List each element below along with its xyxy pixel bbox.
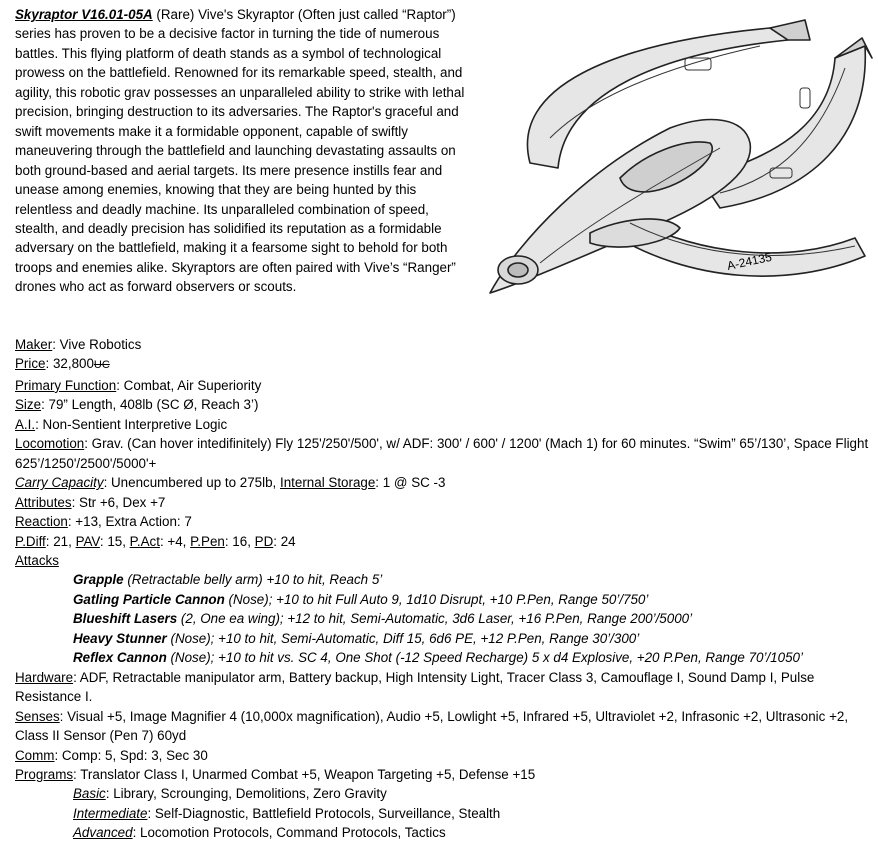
locomotion-row: Locomotion: Grav. (Can hover intedifinitely) Fly 125'/250'/500', w/ ADF: 300' / 600' / 1200' (Mach 1) for 60 minutes. “Swim” 65’/130’, Space Flight 625’/1250'/2500'/5000'+ — [15, 436, 869, 471]
attack-item: Gatling Particle Cannon (Nose); +10 to hit Full Auto 9, 1d10 Disrupt, +10 P.Pen, Range 50’/750’ — [73, 591, 649, 607]
programs-advanced-row: Advanced: Locomotion Protocols, Command Protocols, Tactics — [73, 825, 446, 841]
skyraptor-illustration — [470, 18, 874, 308]
ai-row: A.I.: Non-Sentient Interpretive Logic — [15, 416, 228, 432]
programs-row: Programs: Translator Class I, Unarmed Combat +5, Weapon Targeting +5, Defense +15 — [15, 766, 536, 782]
senses-row: Senses: Visual +5, Image Magnifier 4 (10,000x magnification), Audio +5, Lowlight +5, Infrared +5, Ultraviolet +2, Infrasonic +2, Ultrasonic +2, Class II Sensor (Pen 7) 60yd — [15, 708, 849, 744]
comm-row: Comm: Comp: 5, Spd: 3, Sec 30 — [15, 747, 208, 763]
carry-row: Carry Capacity: Unencumbered up to 275lb, Internal Storage: 1 @ SC -3 — [15, 475, 446, 491]
attack-item: Reflex Cannon (Nose); +10 to hit vs. SC 4, One Shot (-12 Speed Recharge) 5 x d4 Explosive, +20 P.Pen, Range 70’/1050’ — [73, 650, 803, 666]
maker-row: Maker: Vive Robotics — [15, 337, 142, 352]
attacks-heading: Attacks — [15, 552, 59, 568]
price-row: Price: 32,800UC — [15, 356, 110, 372]
currency-symbol: UC — [93, 359, 110, 372]
attack-item: Heavy Stunner (Nose); +10 to hit, Semi-Automatic, Diff 15, 6d6 PE, +12 P.Pen, Range 30’/300’ — [73, 630, 640, 646]
hardware-row: Hardware: ADF, Retractable manipulator arm, Battery backup, High Intensity Light, Tracer Class 3, Camouflage I, Sound Damp I, Pulse Resistance I. — [15, 669, 815, 705]
intro-paragraph — [15, 5, 467, 297]
programs-intermediate-row: Intermediate: Self-Diagnostic, Battlefield Protocols, Surveillance, Stealth — [73, 805, 501, 821]
attributes-row: Attributes: Str +6, Dex +7 — [15, 494, 166, 510]
primary-function-row: Primary Function: Combat, Air Superiority — [15, 377, 262, 393]
defense-row: P.Diff: 21, PAV: 15, P.Act: +4, P.Pen: 16, PD: 24 — [15, 533, 296, 549]
size-row: Size: 79” Length, 408lb (SC Ø, Reach 3’) — [15, 397, 259, 413]
intro-text: (Rare) Vive's Skyraptor (Often just called “Raptor”) series has proven to be a decisive factor in turning the tide of numerous battles. This flying platform of death stands as a symbol of technological prowess on the battlefield. Renowned for its remarkable speed, stealth, and agility, this robotic grav possesses an unparalleled ability to strike with lethal precision, bringing destruction to its adversaries. The Raptor's graceful and swift movements make it a formidable opponent, capable of swiftly maneuvering through the battlefield and launching devastating assaults on both ground-based and aerial targets. Its mere presence instills fear and unease among enemies, knowing that they are being hunted by this relentless and deadly machine. Its unparalleled combination of speed, stealth, and deadly precision has solidified its reputation as a formidable adversary on the battlefield, making it a fearsome sight to behold for both troops and enemies alike. Skyraptors are often paired with Vive’s “Ranger” drones who act as forward observers or scouts. — [15, 7, 465, 295]
attack-item: Blueshift Lasers (2, One ea wing); +12 to hit, Semi-Automatic, 3d6 Laser, +16 P.Pen, Range 200’/5000’ — [73, 611, 693, 627]
reaction-row: Reaction: +13, Extra Action: 7 — [15, 514, 192, 530]
stats-block — [15, 335, 877, 843]
unit-title: Skyraptor V16.01-05A — [15, 7, 153, 22]
serial-number: A-24135 — [725, 249, 774, 273]
programs-basic-row: Basic: Library, Scrounging, Demolitions, Zero Gravity — [73, 786, 387, 802]
attack-item: Grapple (Retractable belly arm) +10 to hit, Reach 5’ — [73, 572, 383, 588]
